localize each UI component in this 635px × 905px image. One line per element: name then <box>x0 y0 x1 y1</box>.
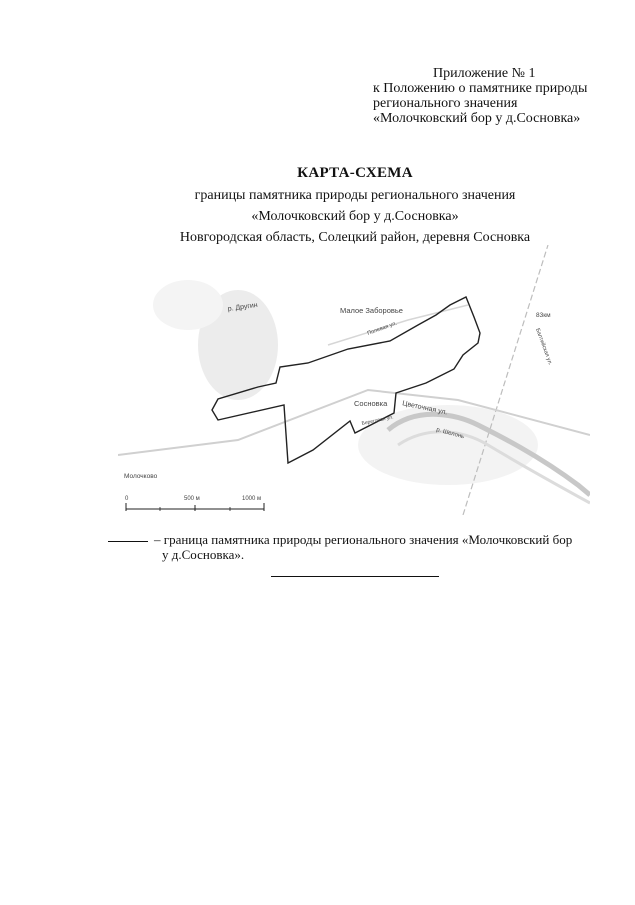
location-line: Новгородская область, Солецкий район, деревня Сосновка <box>179 230 531 245</box>
appendix-line-1: к Положению о памятнике природы <box>373 81 588 96</box>
title-block <box>0 165 635 246</box>
scale-bar <box>125 496 264 511</box>
scale-end: 1000 м <box>242 496 262 502</box>
label-sosnovka: Сосновка <box>354 399 388 408</box>
label-beregovaya: Береговая ул. <box>361 414 395 427</box>
legend-dash: – <box>154 532 161 547</box>
appendix-header <box>373 66 623 126</box>
scale-zero: 0 <box>125 496 129 502</box>
appendix-line-2: регионального значения <box>373 96 518 111</box>
subtitle-line-2: «Молочковский бор у д.Сосновка» <box>251 209 459 224</box>
label-polevaya: Полевая ул. <box>366 320 398 337</box>
label-tsvetochnaya: Цветочная ул. <box>401 400 448 417</box>
appendix-line-3: «Молочковский бор у д.Сосновка» <box>373 111 581 126</box>
label-malye-zaborovye: Малое Заборовье <box>340 306 403 315</box>
label-river-shelon: р. Шелонь <box>435 427 465 441</box>
legend-line-sample <box>108 541 148 542</box>
label-baltiyskaya: Балтийская ул. <box>534 327 554 367</box>
label-molochkovo: Молочково <box>124 473 158 480</box>
map-svg <box>118 245 590 515</box>
legend-text-1: граница памятника природы регионального значения «Молочковский бор <box>163 532 573 547</box>
map-scheme <box>118 245 590 515</box>
appendix-number: Приложение № 1 <box>433 66 536 81</box>
closing-divider <box>271 576 439 577</box>
label-river-drugin: р. Другин <box>227 301 259 313</box>
legend-text-2: у д.Сосновка». <box>162 547 245 562</box>
label-83km: 83км <box>536 312 551 319</box>
legend <box>108 532 578 562</box>
scale-mid: 500 м <box>184 496 200 502</box>
document-title: КАРТА-СХЕМА <box>297 165 413 181</box>
forest-patch-2 <box>153 280 223 330</box>
subtitle-line-1: границы памятника природы регионального значения <box>194 188 516 203</box>
